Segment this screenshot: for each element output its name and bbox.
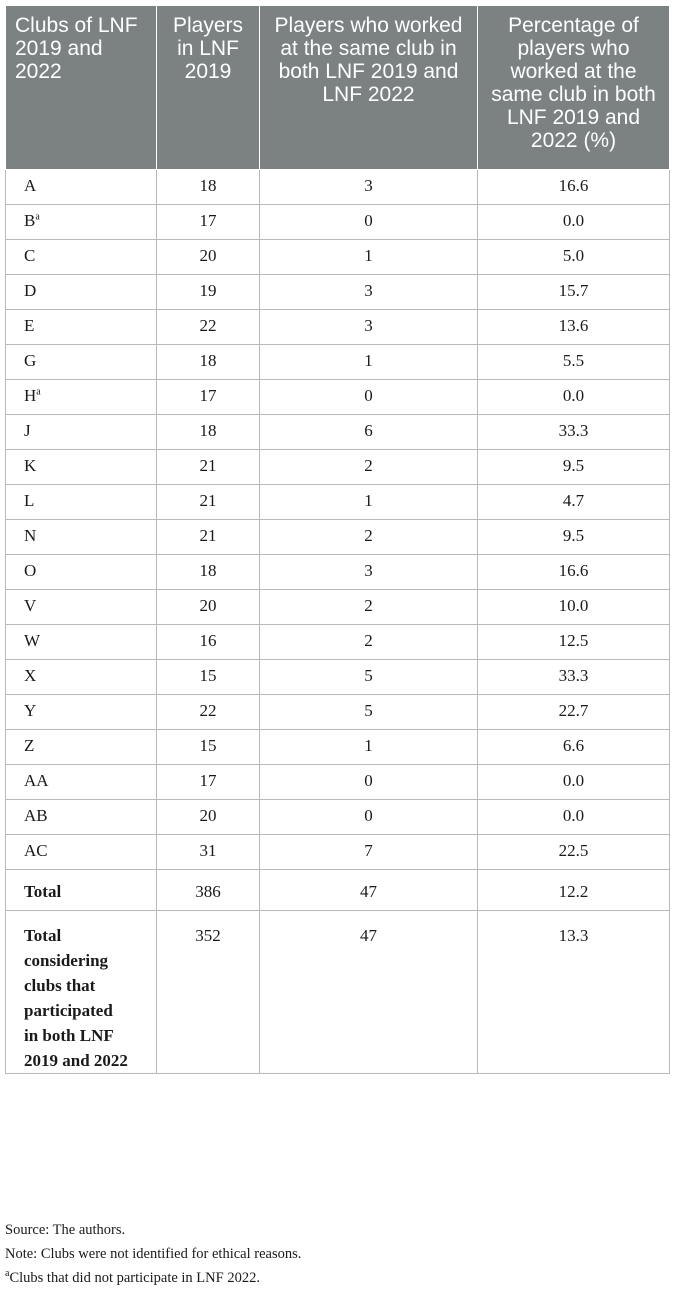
total-percentage: 12.2	[478, 870, 670, 911]
same-club-cell: 3	[260, 170, 478, 205]
table-row	[6, 660, 670, 695]
club-cell	[6, 590, 157, 625]
table-row	[6, 345, 670, 380]
same-club-cell: 0	[260, 380, 478, 415]
total-both-label-line: participated	[24, 1001, 113, 1020]
table-row	[6, 380, 670, 415]
club-cell	[6, 485, 157, 520]
club-label: W	[24, 631, 41, 650]
header-percentage: Percentage of players who worked at the same club in both LNF 2019 and 2022 (%)	[478, 6, 670, 170]
club-cell	[6, 520, 157, 555]
ethics-note: Note: Clubs were not identified for ethical reasons.	[5, 1246, 302, 1262]
club-label: V	[24, 596, 37, 615]
same-club-cell: 2	[260, 520, 478, 555]
percentage-cell: 33.3	[478, 415, 670, 450]
players-cell: 18	[157, 170, 260, 205]
same-club-cell: 3	[260, 555, 478, 590]
total-both-label-line: clubs that	[24, 976, 96, 995]
table-row	[6, 555, 670, 590]
players-cell: 18	[157, 555, 260, 590]
club-label: K	[24, 456, 37, 475]
total-both-label-line: in both LNF	[24, 1026, 114, 1045]
players-cell: 17	[157, 205, 260, 240]
club-label: C	[24, 246, 36, 265]
same-club-cell: 2	[260, 625, 478, 660]
percentage-cell: 0.0	[478, 380, 670, 415]
table-row	[6, 240, 670, 275]
total-both-label-line: Total	[24, 926, 62, 945]
percentage-cell: 6.6	[478, 730, 670, 765]
total-both-label-line: considering	[24, 951, 109, 970]
club-cell	[6, 205, 157, 240]
players-cell: 31	[157, 835, 260, 870]
players-cell: 17	[157, 765, 260, 800]
players-cell: 17	[157, 380, 260, 415]
percentage-cell: 16.6	[478, 555, 670, 590]
players-cell: 21	[157, 520, 260, 555]
table-row	[6, 170, 670, 205]
same-club-cell: 0	[260, 205, 478, 240]
table-row	[6, 765, 670, 800]
club-cell	[6, 800, 157, 835]
players-cell: 18	[157, 415, 260, 450]
percentage-cell: 5.5	[478, 345, 670, 380]
percentage-cell: 22.5	[478, 835, 670, 870]
table-row	[6, 625, 670, 660]
same-club-cell: 0	[260, 765, 478, 800]
data-table	[5, 5, 670, 1074]
club-cell	[6, 450, 157, 485]
same-club-cell: 5	[260, 695, 478, 730]
same-club-cell: 3	[260, 310, 478, 345]
table-row	[6, 415, 670, 450]
same-club-cell: 7	[260, 835, 478, 870]
same-club-cell: 6	[260, 415, 478, 450]
club-cell	[6, 555, 157, 590]
footnote-marker: a	[35, 211, 40, 223]
total-both-label	[6, 911, 157, 1074]
percentage-cell: 9.5	[478, 520, 670, 555]
footnote-marker: a	[5, 1268, 10, 1280]
header-same-club: Players who worked at the same club in both LNF 2019 and LNF 2022	[260, 6, 478, 170]
club-cell	[6, 240, 157, 275]
club-label: A	[24, 176, 37, 195]
club-cell	[6, 730, 157, 765]
club-label: B	[24, 211, 36, 230]
same-club-cell: 1	[260, 730, 478, 765]
percentage-cell: 22.7	[478, 695, 670, 730]
club-cell	[6, 765, 157, 800]
club-label: L	[24, 491, 35, 510]
club-cell	[6, 170, 157, 205]
same-club-cell: 0	[260, 800, 478, 835]
total-both-row	[6, 911, 670, 1074]
percentage-cell: 15.7	[478, 275, 670, 310]
table-row	[6, 730, 670, 765]
table-row	[6, 590, 670, 625]
club-label: H	[24, 386, 37, 405]
percentage-cell: 5.0	[478, 240, 670, 275]
total-players: 386	[157, 870, 260, 911]
club-cell	[6, 695, 157, 730]
players-cell: 21	[157, 450, 260, 485]
club-cell	[6, 275, 157, 310]
same-club-cell: 2	[260, 450, 478, 485]
table-row	[6, 275, 670, 310]
percentage-cell: 0.0	[478, 765, 670, 800]
same-club-cell: 1	[260, 485, 478, 520]
club-label: Y	[24, 701, 37, 720]
same-club-cell: 3	[260, 275, 478, 310]
players-cell: 15	[157, 730, 260, 765]
club-cell	[6, 835, 157, 870]
percentage-cell: 0.0	[478, 205, 670, 240]
same-club-cell: 2	[260, 590, 478, 625]
source-note: Source: The authors.	[5, 1222, 126, 1238]
same-club-cell: 1	[260, 345, 478, 380]
table-row	[6, 205, 670, 240]
club-cell	[6, 625, 157, 660]
club-cell	[6, 345, 157, 380]
players-cell: 20	[157, 800, 260, 835]
total-both-players: 352	[157, 911, 260, 1074]
table-row	[6, 835, 670, 870]
players-cell: 15	[157, 660, 260, 695]
players-cell: 19	[157, 275, 260, 310]
percentage-cell: 4.7	[478, 485, 670, 520]
club-label: N	[24, 526, 37, 545]
players-cell: 21	[157, 485, 260, 520]
header-row	[6, 6, 670, 170]
players-cell: 20	[157, 240, 260, 275]
club-cell	[6, 660, 157, 695]
footnote	[5, 1267, 669, 1291]
total-both-percentage: 13.3	[478, 911, 670, 1074]
table-row	[6, 450, 670, 485]
club-label: AA	[24, 771, 49, 790]
club-label: D	[24, 281, 37, 300]
percentage-cell: 16.6	[478, 170, 670, 205]
club-cell	[6, 415, 157, 450]
club-label: AB	[24, 806, 48, 825]
same-club-cell: 1	[260, 240, 478, 275]
total-row	[6, 870, 670, 911]
total-both-label-line: 2019 and 2022	[24, 1051, 128, 1070]
percentage-cell: 13.6	[478, 310, 670, 345]
footnote-text: Clubs that did not participate in LNF 2022.	[9, 1270, 260, 1286]
club-label: J	[24, 421, 31, 440]
table-row	[6, 310, 670, 345]
header-players: Players in LNF 2019	[157, 6, 260, 170]
players-cell: 22	[157, 695, 260, 730]
players-cell: 18	[157, 345, 260, 380]
club-cell	[6, 310, 157, 345]
club-label: AC	[24, 841, 48, 860]
percentage-cell: 33.3	[478, 660, 670, 695]
players-cell: 20	[157, 590, 260, 625]
total-both-same-club: 47	[260, 911, 478, 1074]
club-label: X	[24, 666, 37, 685]
footnote-marker: a	[36, 386, 41, 398]
percentage-cell: 12.5	[478, 625, 670, 660]
header-clubs: Clubs of LNF 2019 and 2022	[6, 6, 157, 170]
percentage-cell: 0.0	[478, 800, 670, 835]
percentage-cell: 9.5	[478, 450, 670, 485]
table-row	[6, 485, 670, 520]
total-same-club: 47	[260, 870, 478, 911]
table-row	[6, 695, 670, 730]
club-label: O	[24, 561, 37, 580]
percentage-cell: 10.0	[478, 590, 670, 625]
same-club-cell: 5	[260, 660, 478, 695]
club-label: Z	[24, 736, 35, 755]
club-label: E	[24, 316, 35, 335]
players-cell: 22	[157, 310, 260, 345]
club-cell	[6, 380, 157, 415]
club-label: G	[24, 351, 37, 370]
players-cell: 16	[157, 625, 260, 660]
total-label: Total	[6, 870, 157, 911]
table-row	[6, 520, 670, 555]
table-notes	[5, 1219, 669, 1291]
table-row	[6, 800, 670, 835]
